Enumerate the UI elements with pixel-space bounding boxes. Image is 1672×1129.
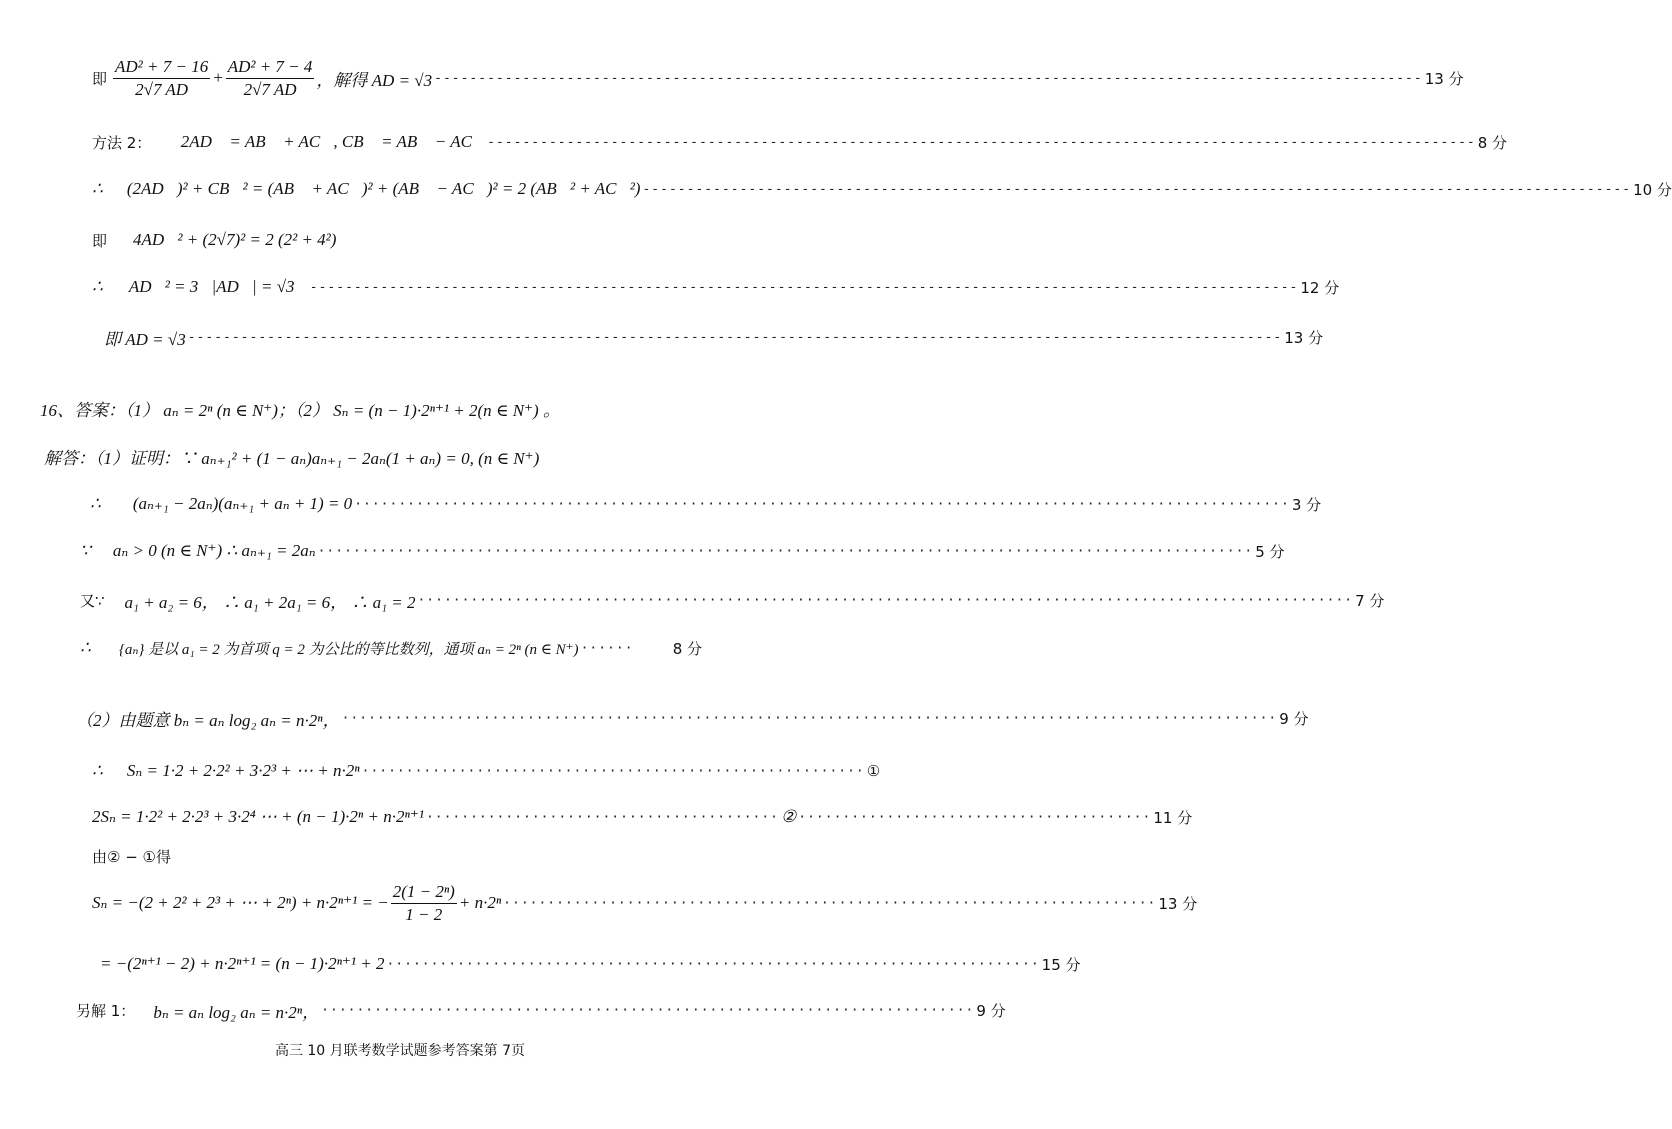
equation-text: （2）由题意 bₙ = aₙ log₂ aₙ = n·2ⁿ， — [76, 710, 340, 730]
equation-marker-2: ② — [781, 807, 797, 826]
equation-text: AD⃗² = 3，|AD⃗| = √3， — [128, 277, 308, 296]
equation-text: {aₙ} 是以 a₁ = 2 为首项 q = 2 为公比的等比数列，通项 aₙ = 2ⁿ (n ∈ N⁺) — [118, 641, 579, 658]
alternative-solution-line — [76, 996, 1006, 1024]
score-label: 7 分 — [1355, 591, 1385, 610]
dash-leader: ---------------------------------------------------------------------------------------------------------------------------- — [187, 329, 1283, 345]
dot-leader: ········································ — [798, 809, 1152, 825]
equation-line-6 — [104, 322, 1324, 352]
score-label: 10 分 — [1633, 180, 1672, 199]
score-label: 15 分 — [1041, 955, 1081, 974]
because-symbol: ∵ — [80, 541, 91, 560]
fraction-sum — [391, 882, 457, 925]
therefore-symbol: ∴ — [90, 494, 101, 513]
dot-leader: ·········································································· — [386, 956, 1040, 972]
equation-line-5 — [92, 272, 1340, 302]
equation-text: = −(2ⁿ⁺¹ − 2) + n·2ⁿ⁺¹ = (n − 1)·2ⁿ⁺¹ + 2 — [100, 954, 385, 973]
answer-16-line — [40, 394, 760, 422]
solution-part2-line-6 — [100, 950, 1081, 978]
prefix-ji: 即 — [92, 69, 108, 88]
solution-part2-line-2 — [92, 757, 881, 785]
score-label: 8 分 — [1477, 133, 1508, 152]
result-text: ，解得 AD = √3 — [316, 70, 433, 90]
equation-text: Sₙ = 1·2 + 2·2² + 3·2³ + ⋯ + n·2ⁿ — [126, 761, 360, 780]
equation-text: 2Sₙ = 1·2² + 2·2³ + 3·2⁴ ⋯ + (n − 1)·2ⁿ + n·2ⁿ⁺¹ — [92, 807, 424, 826]
solution-text: 解答：（1）证明：∵ aₙ₊₁² + (1 − aₙ)aₙ₊₁ − 2aₙ(1 + aₙ) = 0, (n ∈ N⁺) — [44, 448, 540, 468]
score-label: 9 分 — [976, 1001, 1006, 1020]
equation-rhs: + n·2ⁿ — [458, 893, 502, 912]
plus-sign: + — [212, 68, 224, 87]
solution-part2-line-1 — [76, 704, 1309, 732]
fraction-1 — [113, 57, 210, 100]
solution-line-5 — [80, 634, 702, 662]
dash-leader: ---------------------------------------------------------------------------------------------------------------- — [487, 134, 1476, 150]
fraction-2-numerator: AD² + 7 − 4 — [226, 57, 315, 79]
equation-text: (2AD⃗)² + CB⃗² = (AB⃗ + AC⃗)² + (AB⃗ − AC⃗)² = 2 (AB⃗² + AC⃗²) — [126, 179, 641, 198]
equation-marker-1: ① — [866, 762, 881, 780]
therefore-symbol: ∴ — [92, 179, 103, 198]
dash-leader: ---------------------------------------------------------------------------------------------------------------- — [309, 279, 1299, 295]
solution-part2-line-3 — [92, 800, 1193, 834]
score-label: 8 分 — [672, 639, 702, 658]
equation-line-2 — [92, 128, 1508, 156]
dot-leader: ·········································································· — [321, 1002, 975, 1018]
equation-text: bₙ = aₙ log₂ aₙ = n·2ⁿ， — [153, 1002, 320, 1022]
answer-text: 16、答案：（1） aₙ = 2ⁿ (n ∈ N⁺)；（2） Sₙ = (n − 1)·2ⁿ⁺¹ + 2(n ∈ N⁺) 。 — [40, 400, 560, 420]
dot-leader: ·········································································································· — [317, 543, 1254, 559]
score-label: 9 分 — [1279, 709, 1309, 728]
fraction-sum-numerator: 2(1 − 2ⁿ) — [391, 882, 457, 904]
therefore-symbol: ∴ — [92, 761, 103, 780]
prefix-ji: 即 — [92, 231, 108, 250]
dot-leader: ······ — [580, 640, 634, 656]
equation-text: (aₙ₊₁ − 2aₙ)(aₙ₊₁ + aₙ + 1) = 0 — [132, 494, 353, 513]
dot-leader: ·········································································································· — [417, 592, 1354, 608]
solution-line-1 — [44, 442, 760, 470]
page-footer: 高三 10 月联考数学试题参考答案第 7页 — [274, 1043, 526, 1059]
also-because-label: 又∵ — [80, 591, 105, 610]
solution-part2-line-5 — [92, 876, 1198, 930]
score-label: 13 分 — [1158, 894, 1198, 913]
dot-leader: ·········································································································· — [354, 496, 1290, 512]
subtract-note: 由② − ①得 — [92, 847, 171, 866]
equation-line-4 — [92, 224, 738, 256]
score-label: 13 分 — [1284, 328, 1324, 347]
equation-text: ∵ 2AD⃗ = AB⃗ + AC⃗, CB⃗ = AB⃗ − AC⃗ — [163, 132, 486, 151]
equation-lhs: Sₙ = −(2 + 2² + 2³ + ⋯ + 2ⁿ) + n·2ⁿ⁺¹ = − — [92, 893, 389, 912]
score-label: 5 分 — [1255, 542, 1285, 561]
equation-text: 即 AD = √3 — [104, 329, 186, 349]
dot-leader: ·········································································································· — [341, 710, 1278, 726]
fraction-1-denominator: 2√7 AD — [135, 79, 189, 99]
dash-leader: ---------------------------------------------------------------------------------------------------------------- — [642, 181, 1632, 197]
fraction-sum-denominator: 1 − 2 — [405, 904, 443, 924]
therefore-symbol: ∴ — [92, 277, 103, 296]
score-label: 3 分 — [1291, 495, 1322, 514]
dot-leader: ·········································································· — [503, 895, 1157, 911]
method-label: 方法 2： — [92, 133, 152, 152]
equation-text: a₁ + a₂ = 6， ∴ a₁ + 2a₁ = 6， ∴ a₁ = 2 — [124, 592, 416, 612]
fraction-2-denominator: 2√7 AD — [243, 79, 297, 99]
fraction-1-numerator: AD² + 7 − 16 — [113, 57, 210, 79]
therefore-symbol: ∴ — [80, 638, 91, 657]
solution-line-4 — [80, 586, 1385, 614]
score-label: 12 分 — [1300, 278, 1340, 297]
equation-line-3 — [92, 172, 1672, 206]
solution-line-3 — [80, 537, 1285, 565]
fraction-2 — [226, 57, 315, 100]
dot-leader: ························································· — [361, 763, 865, 779]
solution-part2-line-4 — [92, 842, 710, 870]
equation-line-1 — [92, 50, 1464, 106]
solution-line-2 — [90, 490, 1322, 518]
dash-leader: ---------------------------------------------------------------------------------------------------------------- — [434, 70, 1423, 86]
equation-text: aₙ > 0 (n ∈ N⁺) ∴ aₙ₊₁ = 2aₙ — [112, 541, 316, 560]
equation-text: 4AD⃗² + (2√7)² = 2 (2² + 4²)， — [133, 230, 350, 249]
alt-solution-label: 另解 1： — [76, 1001, 136, 1020]
score-label: 11 分 — [1153, 808, 1193, 827]
dot-leader: ········································ — [425, 809, 780, 825]
score-label: 13 分 — [1424, 69, 1464, 88]
